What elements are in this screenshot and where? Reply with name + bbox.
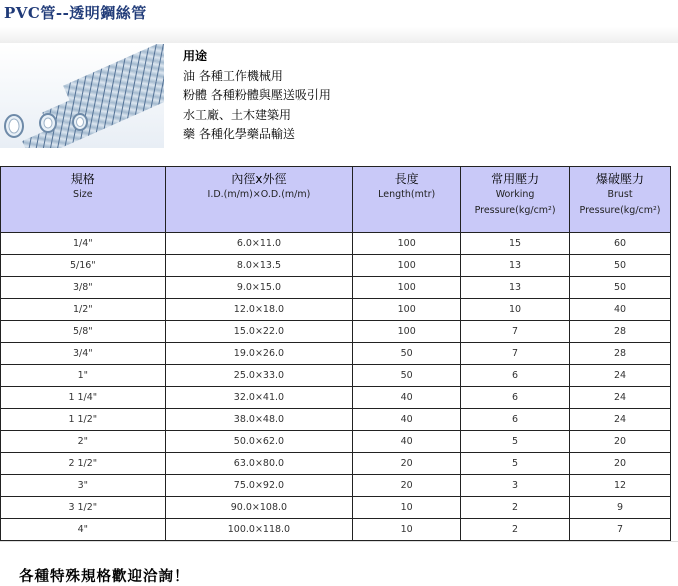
cell-length: 100 xyxy=(353,233,461,255)
cell-diameter: 25.0×33.0 xyxy=(165,365,353,387)
cell-diameter: 12.0×18.0 xyxy=(165,299,353,321)
cell-burst-pressure: 28 xyxy=(570,343,671,365)
table-row xyxy=(1,453,671,475)
header-label-en: Size xyxy=(73,189,93,200)
header-label-en: Length(mtr) xyxy=(378,189,436,200)
cell-length: 40 xyxy=(353,387,461,409)
cell-diameter: 90.0×108.0 xyxy=(165,497,353,519)
cell-size: 1" xyxy=(1,365,166,387)
usage-title: 用途 xyxy=(183,49,208,63)
cell-length: 100 xyxy=(353,321,461,343)
header-label-zh: 爆破壓力 xyxy=(596,172,645,186)
table-row xyxy=(1,431,671,453)
title-divider xyxy=(0,27,678,43)
cell-burst-pressure: 24 xyxy=(570,365,671,387)
table-row xyxy=(1,387,671,409)
page-title: PVC管--透明鋼絲管 xyxy=(4,4,147,22)
product-image xyxy=(0,44,164,148)
cell-length: 50 xyxy=(353,343,461,365)
cell-working-pressure: 2 xyxy=(461,497,570,519)
cell-size: 2" xyxy=(1,431,166,453)
usage-section xyxy=(183,47,331,145)
cell-burst-pressure: 28 xyxy=(570,321,671,343)
cell-burst-pressure: 20 xyxy=(570,431,671,453)
cell-burst-pressure: 12 xyxy=(570,475,671,497)
header-label-en: I.D.(m/m)×O.D.(m/m) xyxy=(207,189,311,200)
cell-working-pressure: 6 xyxy=(461,387,570,409)
header-working-pressure xyxy=(461,167,570,233)
cell-burst-pressure: 60 xyxy=(570,233,671,255)
cell-working-pressure: 7 xyxy=(461,321,570,343)
cell-working-pressure: 15 xyxy=(461,233,570,255)
cell-working-pressure: 2 xyxy=(461,519,570,541)
table-row xyxy=(1,519,671,541)
usage-line: 藥 各種化學藥品輸送 xyxy=(183,127,295,141)
cell-size: 1/4" xyxy=(1,233,166,255)
cell-size: 1 1/2" xyxy=(1,409,166,431)
footer-note: 各種特殊規格歡迎洽詢！ xyxy=(19,568,190,585)
cell-length: 100 xyxy=(353,255,461,277)
cell-size: 3/4" xyxy=(1,343,166,365)
cell-size: 1/2" xyxy=(1,299,166,321)
table-row xyxy=(1,409,671,431)
table-row xyxy=(1,277,671,299)
cell-burst-pressure: 50 xyxy=(570,255,671,277)
table-row xyxy=(1,321,671,343)
cell-size: 3" xyxy=(1,475,166,497)
cell-size: 5/16" xyxy=(1,255,166,277)
cell-working-pressure: 5 xyxy=(461,453,570,475)
table-row xyxy=(1,299,671,321)
cell-length: 20 xyxy=(353,453,461,475)
cell-diameter: 19.0×26.0 xyxy=(165,343,353,365)
cell-burst-pressure: 9 xyxy=(570,497,671,519)
header-label-en: Brust xyxy=(607,189,633,200)
header-label-zh: 規格 xyxy=(70,172,95,186)
table-row xyxy=(1,365,671,387)
cell-working-pressure: 3 xyxy=(461,475,570,497)
header-label-en-2: Pressure(kg/cm²) xyxy=(579,205,661,216)
header-diameter xyxy=(165,167,353,233)
header-burst-pressure xyxy=(570,167,671,233)
table-header-row xyxy=(1,167,671,233)
cell-size: 4" xyxy=(1,519,166,541)
cell-length: 20 xyxy=(353,475,461,497)
cell-diameter: 38.0×48.0 xyxy=(165,409,353,431)
cell-length: 100 xyxy=(353,299,461,321)
header-label-zh: 內徑x外徑 xyxy=(231,172,287,186)
cell-size: 2 1/2" xyxy=(1,453,166,475)
cell-diameter: 15.0×22.0 xyxy=(165,321,353,343)
cell-working-pressure: 13 xyxy=(461,255,570,277)
table-row xyxy=(1,343,671,365)
cell-diameter: 6.0×11.0 xyxy=(165,233,353,255)
cell-diameter: 75.0×92.0 xyxy=(165,475,353,497)
cell-diameter: 8.0×13.5 xyxy=(165,255,353,277)
table-row xyxy=(1,233,671,255)
cell-diameter: 50.0×62.0 xyxy=(165,431,353,453)
table-row xyxy=(1,255,671,277)
cell-diameter: 100.0×118.0 xyxy=(165,519,353,541)
table-body xyxy=(1,233,671,541)
cell-size: 5/8" xyxy=(1,321,166,343)
cell-length: 100 xyxy=(353,277,461,299)
cell-length: 50 xyxy=(353,365,461,387)
header-label-zh: 常用壓力 xyxy=(491,172,540,186)
usage-line: 水工廠、土木建築用 xyxy=(183,107,292,122)
cell-size: 1 1/4" xyxy=(1,387,166,409)
cell-working-pressure: 7 xyxy=(461,343,570,365)
cell-burst-pressure: 7 xyxy=(570,519,671,541)
cell-burst-pressure: 24 xyxy=(570,387,671,409)
table-row xyxy=(1,475,671,497)
header-label-zh: 長度 xyxy=(394,172,419,186)
header-size xyxy=(1,167,166,233)
cell-working-pressure: 10 xyxy=(461,299,570,321)
cell-length: 40 xyxy=(353,431,461,453)
cell-diameter: 63.0×80.0 xyxy=(165,453,353,475)
header-length xyxy=(353,167,461,233)
cell-working-pressure: 6 xyxy=(461,365,570,387)
header-label-en: Working xyxy=(495,189,535,200)
cell-diameter: 32.0×41.0 xyxy=(165,387,353,409)
cell-working-pressure: 5 xyxy=(461,431,570,453)
spec-table xyxy=(0,166,671,541)
cell-burst-pressure: 20 xyxy=(570,453,671,475)
cell-length: 40 xyxy=(353,409,461,431)
cell-working-pressure: 13 xyxy=(461,277,570,299)
cell-burst-pressure: 40 xyxy=(570,299,671,321)
cell-size: 3/8" xyxy=(1,277,166,299)
header-label-en-2: Pressure(kg/cm²) xyxy=(474,205,556,216)
cell-size: 3 1/2" xyxy=(1,497,166,519)
cell-length: 10 xyxy=(353,519,461,541)
cell-working-pressure: 6 xyxy=(461,409,570,431)
cell-diameter: 9.0×15.0 xyxy=(165,277,353,299)
table-row xyxy=(1,497,671,519)
cell-length: 10 xyxy=(353,497,461,519)
usage-line: 粉體 各種粉體與壓送吸引用 xyxy=(183,88,331,102)
footer-divider xyxy=(0,541,678,542)
cell-burst-pressure: 50 xyxy=(570,277,671,299)
usage-line: 油 各種工作機械用 xyxy=(183,68,283,83)
cell-burst-pressure: 24 xyxy=(570,409,671,431)
